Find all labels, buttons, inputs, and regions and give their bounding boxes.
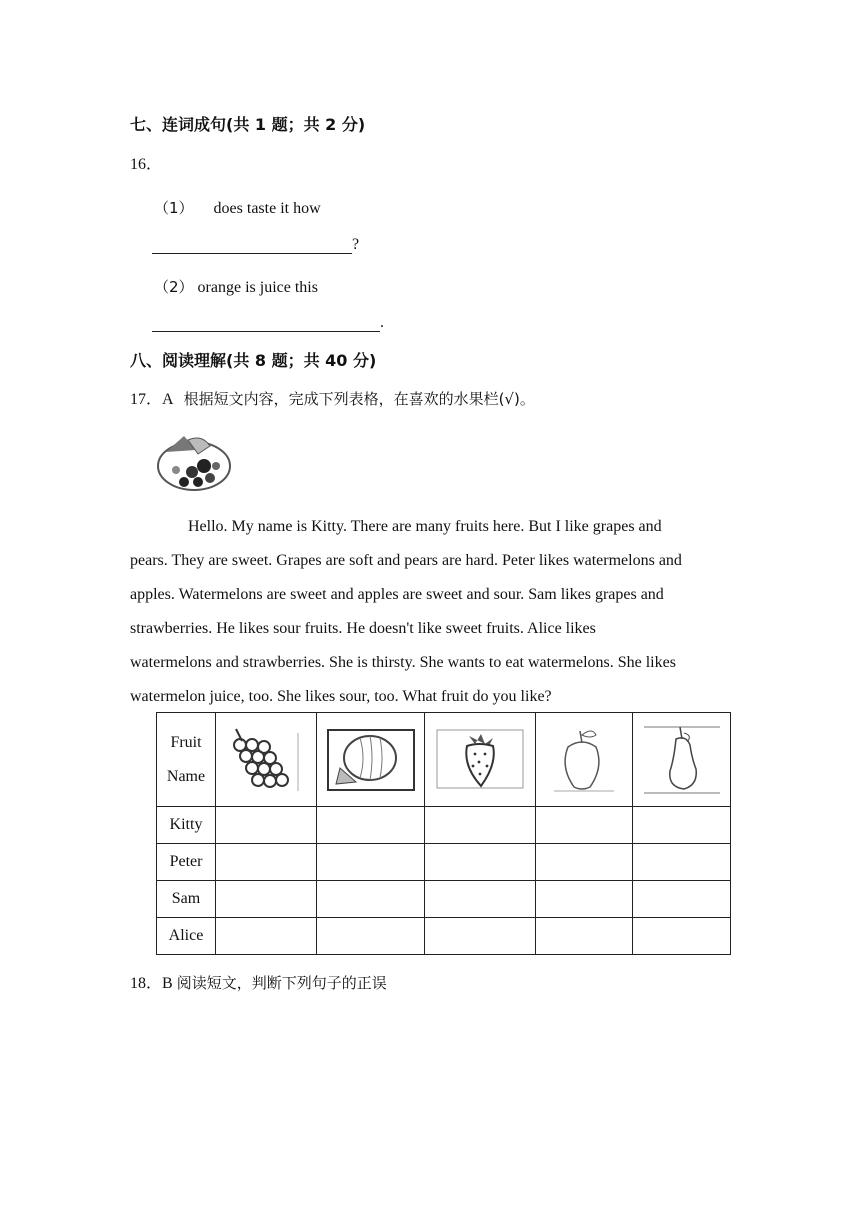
pear-icon — [640, 723, 724, 797]
answer-cell[interactable] — [216, 807, 317, 844]
section-7-heading: 七、连词成句(共 1 题；共 2 分) — [130, 115, 366, 134]
apple-icon — [544, 725, 624, 795]
answer-cell[interactable] — [536, 918, 633, 955]
watermelon-column-header — [317, 713, 425, 807]
answer-cell[interactable] — [633, 881, 731, 918]
row-name-sam: Sam — [157, 881, 216, 918]
answer-cell[interactable] — [425, 844, 536, 881]
table-header-row — [157, 713, 731, 807]
q16-item-2-label: （2） — [154, 278, 194, 296]
passage-line: pears. They are sweet. Grapes are soft and pears are hard. Peter likes watermelons and — [130, 552, 682, 569]
table-row — [157, 918, 731, 955]
answer-cell[interactable] — [425, 881, 536, 918]
passage-line: apples. Watermelons are sweet and apples are sweet and sour. Sam likes grapes and — [130, 586, 664, 603]
q16-item-2-words: orange is juice this — [197, 279, 318, 296]
answer-cell[interactable] — [216, 881, 317, 918]
passage-line: Hello. My name is Kitty. There are many fruits here. But I like grapes and — [188, 518, 662, 535]
passage-line: watermelons and strawberries. She is thirsty. She wants to eat watermelons. She likes — [130, 654, 676, 671]
pear-column-header — [633, 713, 731, 807]
answer-cell[interactable] — [633, 918, 731, 955]
answer-cell[interactable] — [536, 881, 633, 918]
passage-line: watermelon juice, too. She likes sour, too. What fruit do you like? — [130, 688, 552, 705]
question-18-number: 18．B — [130, 975, 173, 992]
answer-cell[interactable] — [425, 918, 536, 955]
q16-item-1-answer-blank[interactable] — [152, 253, 352, 254]
answer-cell[interactable] — [633, 807, 731, 844]
answer-cell[interactable] — [425, 807, 536, 844]
row-name-kitty: Kitty — [157, 807, 216, 844]
answer-cell[interactable] — [317, 881, 425, 918]
answer-cell[interactable] — [317, 844, 425, 881]
q16-item-2-punct: . — [380, 314, 384, 331]
q16-item-1-label: （1） — [154, 199, 194, 217]
answer-cell[interactable] — [317, 918, 425, 955]
q16-item-2-answer-blank[interactable] — [152, 331, 380, 332]
question-17-number: 17．A — [130, 391, 174, 408]
question-18-instruction: 阅读短文，判断下列句子的正误 — [176, 974, 387, 992]
fruit-bowl-illustration — [154, 432, 234, 494]
fruit-preference-table — [156, 712, 731, 955]
q16-item-1 — [154, 197, 321, 218]
apple-column-header — [536, 713, 633, 807]
answer-cell[interactable] — [633, 844, 731, 881]
answer-cell[interactable] — [536, 844, 633, 881]
reading-passage — [130, 510, 732, 714]
passage-line: strawberries. He likes sour fruits. He doesn't like sweet fruits. Alice likes — [130, 620, 596, 637]
question-16-number: 16． — [130, 156, 163, 173]
question-17-instruction: 根据短文内容，完成下列表格，在喜欢的水果栏(√)。 — [183, 390, 535, 408]
answer-cell[interactable] — [216, 918, 317, 955]
row-name-peter: Peter — [157, 844, 216, 881]
question-18 — [130, 970, 387, 993]
table-row — [157, 807, 731, 844]
row-name-alice: Alice — [157, 918, 216, 955]
q16-item-1-words: does taste it how — [213, 200, 321, 217]
answer-cell[interactable] — [317, 807, 425, 844]
grapes-icon — [226, 725, 306, 795]
table-row — [157, 844, 731, 881]
q16-item-2 — [154, 276, 318, 297]
strawberry-column-header — [425, 713, 536, 807]
grapes-column-header — [216, 713, 317, 807]
answer-cell[interactable] — [216, 844, 317, 881]
q16-item-1-punct: ? — [352, 236, 360, 253]
strawberry-icon — [433, 728, 527, 792]
question-17 — [130, 386, 535, 409]
answer-cell[interactable] — [536, 807, 633, 844]
watermelon-icon — [326, 728, 416, 792]
table-row — [157, 881, 731, 918]
section-8-heading: 八、阅读理解(共 8 题；共 40 分) — [130, 351, 377, 370]
fruit-name-header: Fruit Name — [157, 713, 216, 807]
